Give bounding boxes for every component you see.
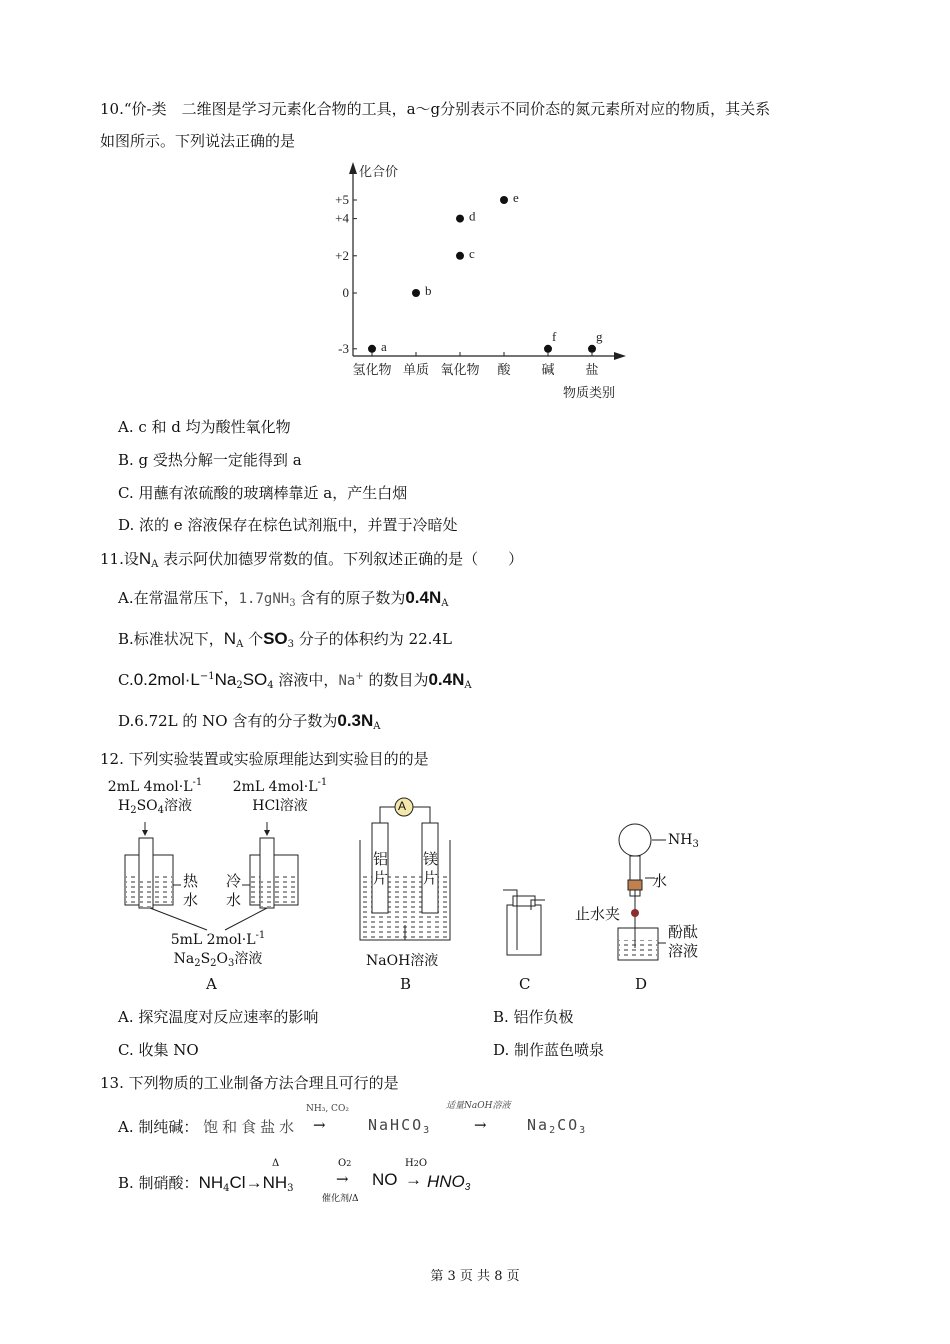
q10-stem-line2: 如图所示。下列说法正确的是 xyxy=(100,132,296,150)
point-label-g: g xyxy=(596,328,603,344)
fig-b-apparatus xyxy=(355,795,455,945)
fig-b-label: B xyxy=(400,975,412,993)
fig-a-bottom-conc: 5mL 2mol·L xyxy=(170,932,256,948)
fig-c-gas-bottle xyxy=(495,880,555,960)
q13-b-cl: Cl xyxy=(229,1173,246,1192)
fig-d-label: D xyxy=(635,975,648,993)
q10-option-c: C. 用蘸有浓硫酸的玻璃棒靠近 a，产生白烟 xyxy=(118,484,408,502)
x-category-label: 氧化物 xyxy=(440,362,480,377)
q13-b-h2o: H2O xyxy=(405,1158,428,1169)
x-category-label: 碱 xyxy=(541,362,555,377)
arrow-right-head xyxy=(264,830,270,836)
q13-b-nh4cl: NH xyxy=(198,1173,224,1192)
y-axis-arrow xyxy=(349,162,357,174)
water-label: 水 xyxy=(652,872,668,890)
q13-a-nahco3: NaHCO$_3$ xyxy=(368,1116,432,1136)
q11-option-b xyxy=(118,628,452,650)
x-axis-title: 物质类别 xyxy=(563,385,616,400)
point-label-d: d xyxy=(469,208,476,224)
rubber-stopper xyxy=(628,880,642,890)
fig-a-right-conc: 2mL 4mol·L xyxy=(232,779,318,795)
q13-b-arrow3: → xyxy=(405,1170,422,1189)
q11-d-pre: D.6.72L 的 NO 含有的分子数为 xyxy=(118,712,338,730)
na-symbol-sub: A xyxy=(151,559,159,570)
fig-a-hot-label: 热 水 xyxy=(183,872,199,909)
q12-option-b: B. 铝作负极 xyxy=(493,1008,574,1026)
q11-b-mid: 个 xyxy=(243,630,264,648)
q13-option-b: B. 制硝酸：$NH_4Cl\to NH_3$ xyxy=(118,1173,294,1194)
q11-c-value-sub: A xyxy=(464,680,472,691)
q11-c-sub4: 4 xyxy=(267,680,274,691)
point-d xyxy=(456,215,464,223)
point-label-c: c xyxy=(469,245,475,261)
q12-option-c: C. 收集 NO xyxy=(118,1041,199,1059)
q10-option-d: D. 浓的 e 溶液保存在棕色试剂瓶中，并置于冷暗处 xyxy=(118,516,458,534)
q11-c-sub2: 2 xyxy=(236,680,243,691)
point-label-e: e xyxy=(513,190,519,205)
point-e xyxy=(500,196,508,204)
x-category-label: 酸 xyxy=(497,362,511,377)
q11-c-mid: 溶液中， xyxy=(273,671,339,689)
magnesium-label: 镁 片 xyxy=(423,850,439,887)
fig-a-left-suffix: 溶液 xyxy=(164,798,193,814)
q12-stem: 12. 下列实验装置或实验原理能达到实验目的的是 xyxy=(100,750,429,768)
q11-d-value-sub: A xyxy=(373,721,381,732)
q11-b-pre: B.标准状况下， xyxy=(118,630,224,648)
q13-a-arrow2: → xyxy=(474,1116,487,1134)
q11-stem-post: 表示阿伏加德罗常数的值。下列叙述正确的是（ ） xyxy=(158,550,524,568)
tube-left-liquid xyxy=(140,880,152,907)
fig-a-right-name: HCl溶液 xyxy=(252,798,308,814)
fig-a-cold-label: 冷 水 xyxy=(226,872,242,909)
round-flask xyxy=(619,824,651,856)
q11-a-formula: 1.7gNH xyxy=(238,591,290,607)
q11-c-salt: Na xyxy=(214,670,237,689)
fig-b-wire-right xyxy=(413,807,430,823)
q11-stem xyxy=(100,548,523,570)
q11-c-na: Na xyxy=(338,673,356,689)
q11-c-exp: −1 xyxy=(199,671,215,682)
bottle-stopper xyxy=(513,896,535,906)
bottom-pointer-left xyxy=(150,908,207,930)
q13-a-cond1: NH₃, CO₂ xyxy=(306,1104,349,1114)
y-ticks xyxy=(335,192,357,356)
phen-label: 酚酞 溶液 xyxy=(668,923,699,960)
q11-c-pre: C. xyxy=(118,671,134,689)
ammeter-label: A xyxy=(398,799,407,813)
q11-a-formula-sub: 3 xyxy=(289,598,296,609)
na-symbol: N xyxy=(138,549,152,568)
q11-c-value: 0.4N xyxy=(428,670,465,689)
q13-b-nh3: NH xyxy=(262,1173,288,1192)
q11-b-so3: SO xyxy=(263,629,288,648)
q13-a-pre: A. 制纯碱： xyxy=(118,1118,199,1136)
q13-b-pre: B. 制硝酸： xyxy=(118,1174,199,1192)
clamp-icon xyxy=(631,909,639,917)
q11-c-plus: + xyxy=(355,671,364,682)
point-f xyxy=(544,345,552,353)
y-axis-title: 化合价 xyxy=(359,164,399,179)
q13-b-arrow2: → xyxy=(336,1170,349,1188)
q13-b-catalyst: 催化剂/Δ xyxy=(322,1194,359,1204)
q11-b-na: N xyxy=(223,629,237,648)
point-c xyxy=(456,252,464,260)
q13-a-na2co3: $Na_2CO_3$ xyxy=(527,1116,588,1136)
q13-b-o2: O2 xyxy=(338,1158,352,1169)
q13-option-a xyxy=(118,1116,298,1137)
q11-d-value: 0.3N xyxy=(337,711,374,730)
q11-b-na-sub: A xyxy=(236,639,244,650)
q12-option-a: A. 探究温度对反应速率的影响 xyxy=(118,1008,319,1026)
x-category-label: 氢化物 xyxy=(352,362,392,377)
q11-a-pre: A.在常温常压下， xyxy=(118,589,239,607)
point-b xyxy=(412,289,420,297)
q11-a-value: 0.4N xyxy=(405,588,442,607)
x-category-label: 单质 xyxy=(402,362,430,377)
page-footer: 第 3 页 共 8 页 xyxy=(430,1269,520,1284)
fig-a-bottom-reagent: 5mL $2mol\cdot L^{-1}$ $Na_2S_2O_3$溶液 xyxy=(170,930,266,969)
point-label-b: b xyxy=(425,283,432,298)
q13-b-delta: Δ xyxy=(272,1158,280,1169)
phenolphthalein-solution xyxy=(619,940,657,959)
fig-a-label: A xyxy=(206,975,217,993)
fig-a-apparatus xyxy=(115,820,325,935)
q12-option-d: D. 制作蓝色喷泉 xyxy=(493,1041,605,1059)
fig-c-label: C xyxy=(519,975,531,993)
q11-option-c xyxy=(118,669,472,691)
q11-option-a xyxy=(118,587,449,609)
q11-c-conc: 0.2mol·L xyxy=(133,670,200,689)
q10-option-a: A. c 和 d 均为酸性氧化物 xyxy=(118,418,291,436)
y-tick-label: -3 xyxy=(338,340,349,356)
point-label-a: a xyxy=(381,338,387,354)
aluminum-label: 铝 片 xyxy=(373,850,389,887)
fig-a-h: H xyxy=(117,798,131,814)
q13-a-cond2: 适量NaOH溶液 xyxy=(446,1101,511,1111)
fig-a-left-conc: 2mL 4mol·L xyxy=(107,779,193,795)
q11-stem-pre: 11.设 xyxy=(100,550,139,568)
point-a xyxy=(368,345,376,353)
y-tick-label: 0 xyxy=(342,285,349,300)
valence-category-chart xyxy=(320,160,640,405)
fig-a-bottom-suffix: 溶液 xyxy=(234,951,263,967)
q13-b-hno3: $HNO_3$ xyxy=(427,1172,471,1193)
y-tick-label: +5 xyxy=(335,192,349,207)
q11-b-post: 分子的体积约为 22.4L xyxy=(294,630,452,648)
y-tick-label: +2 xyxy=(335,247,349,263)
q10-stem-line1: 10.“价-类 二维图是学习元素化合物的工具，a～g分别表示不同价态的氮元素所对应的物质，其关系 xyxy=(100,100,771,118)
fig-a-right-reagent: 2mL $4mol\cdot L^{-1}$ HCl溶液 xyxy=(225,777,335,815)
x-axis-arrow xyxy=(614,352,626,360)
fig-b-solution-label: NaOH溶液 xyxy=(366,953,439,969)
fig-a-left-reagent: 2mL $4mol\cdot L^{-1}$ $H_2SO_4$溶液 xyxy=(107,777,203,816)
q11-option-d xyxy=(118,710,381,732)
q11-c-post: 的数目为 xyxy=(363,671,429,689)
q10-option-b: B. g 受热分解一定能得到 a xyxy=(118,451,302,469)
point-g xyxy=(588,345,596,353)
bottle-body xyxy=(507,905,541,955)
q11-a-value-sub: A xyxy=(441,598,449,609)
nh3-label: $NH_3$ xyxy=(668,832,699,850)
point-label-f: f xyxy=(552,328,557,344)
q13-b-no: NO xyxy=(372,1170,398,1189)
fig-d-fountain xyxy=(600,818,720,968)
clamp-label: 止水夹 xyxy=(575,905,621,923)
q13-stem: 13. 下列物质的工业制备方法合理且可行的是 xyxy=(100,1074,399,1092)
q13-a-arrow1: → xyxy=(313,1116,326,1134)
fig-b-wire-left xyxy=(380,807,395,823)
bottom-pointer-right xyxy=(225,908,267,930)
y-tick-label: +4 xyxy=(335,210,349,226)
arrow-left-head xyxy=(142,830,148,836)
points xyxy=(368,190,603,354)
q11-b-so3-sub: 3 xyxy=(287,639,295,650)
q11-c-salt2: SO xyxy=(242,670,268,689)
q11-a-post: 含有的原子数为 xyxy=(295,589,406,607)
q13-a-raw: 饱和食盐水 xyxy=(203,1118,299,1136)
x-category-label: 盐 xyxy=(585,362,599,377)
tube-right-liquid xyxy=(261,880,273,907)
